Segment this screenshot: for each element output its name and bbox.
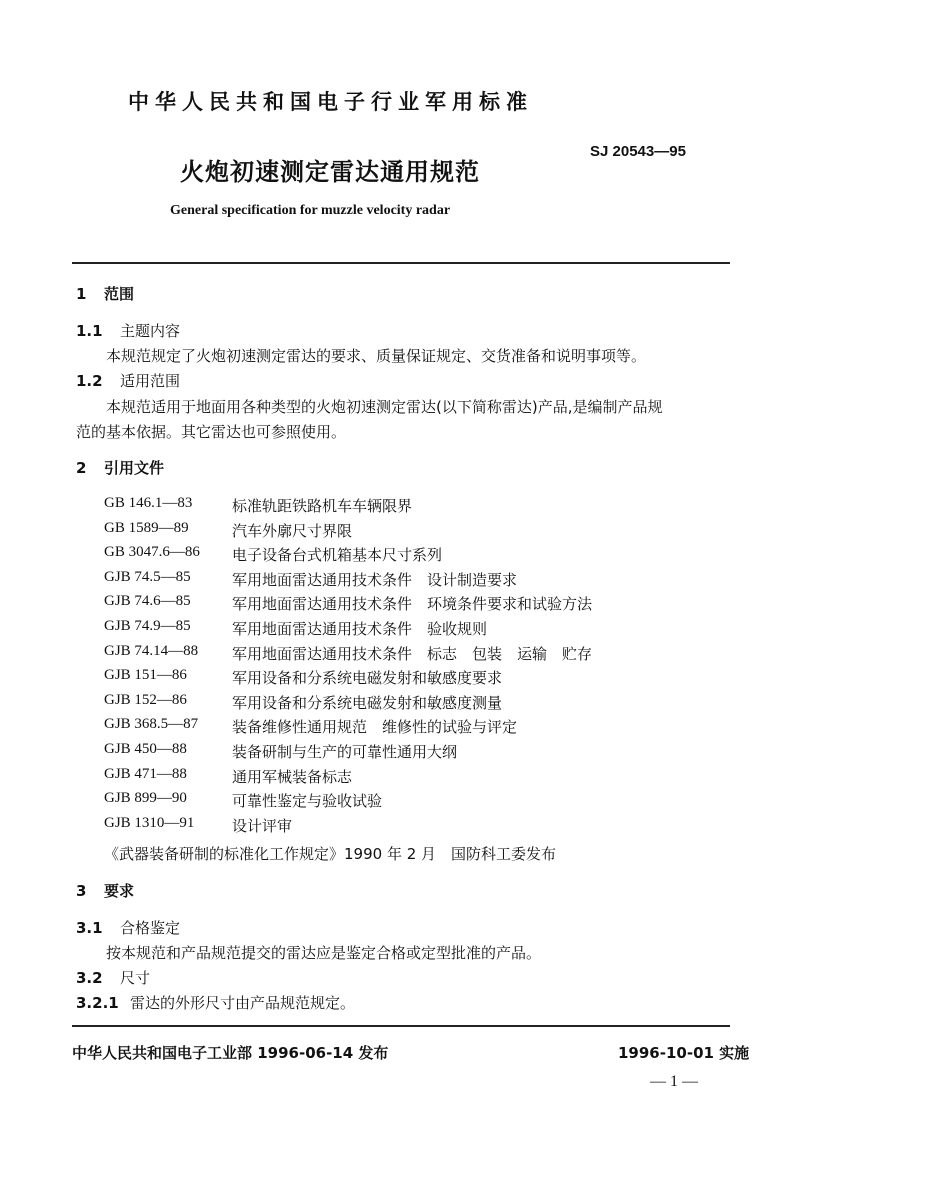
section-3-2-1-paragraph — [76, 992, 355, 1013]
reference-code: GJB 450—88 — [104, 741, 187, 757]
english-title: General specification for muzzle velocity radar — [170, 203, 451, 218]
reference-title: 标准轨距铁路机车车辆限界 — [232, 497, 413, 515]
reference-code: GJB 74.5—85 — [104, 569, 191, 585]
section-1-1-text: 本规范规定了火炮初速测定雷达的要求、质量保证规定、交货准备和说明事项等。 — [106, 347, 647, 365]
section-number: 3.2 — [76, 969, 103, 987]
reference-code: GJB 899—90 — [104, 790, 187, 806]
reference-title: 电子设备台式机箱基本尺寸系列 — [232, 546, 443, 564]
reference-title: 军用地面雷达通用技术条件 设计制造要求 — [232, 571, 518, 589]
reference-title: 装备维修性通用规范 维修性的试验与评定 — [232, 718, 518, 736]
reference-code: GJB 74.6—85 — [104, 593, 191, 609]
reference-code: GJB 471—88 — [104, 766, 187, 782]
issuing-standard-header: 中华人民共和国电子行业军用标准 — [128, 90, 533, 114]
section-title: 引用文件 — [104, 459, 165, 477]
reference-title: 军用设备和分系统电磁发射和敏感度要求 — [232, 669, 503, 687]
reference-code: GJB 74.9—85 — [104, 618, 191, 634]
top-divider — [72, 262, 730, 264]
reference-title: 通用军械装备标志 — [232, 768, 353, 786]
section-number: 3 — [76, 882, 87, 900]
section-1-heading — [76, 283, 134, 304]
standard-code: SJ 20543—95 — [590, 143, 686, 160]
page-title: 火炮初速测定雷达通用规范 — [180, 158, 480, 186]
reference-title: 装备研制与生产的可靠性通用大纲 — [232, 743, 458, 761]
reference-code: GJB 368.5—87 — [104, 716, 199, 732]
reference-code: GB 3047.6—86 — [104, 544, 200, 560]
section-3-1-text: 按本规范和产品规范提交的雷达应是鉴定合格或定型批准的产品。 — [106, 944, 542, 962]
section-number: 2 — [76, 459, 87, 477]
section-1-2-text-line1: 本规范适用于地面用各种类型的火炮初速测定雷达(以下简称雷达)产品,是编制产品规 — [106, 398, 663, 416]
page-number: — 1 — — [650, 1073, 698, 1090]
reference-note: 《武器装备研制的标准化工作规定》1990 年 2 月 国防科工委发布 — [104, 845, 557, 863]
reference-title: 军用地面雷达通用技术条件 标志 包装 运输 贮存 — [232, 645, 593, 663]
section-text: 雷达的外形尺寸由产品规范规定。 — [130, 994, 356, 1012]
reference-title: 设计评审 — [232, 817, 293, 835]
reference-code: GB 146.1—83 — [104, 495, 193, 511]
section-3-2-heading — [76, 967, 150, 988]
section-number: 3.1 — [76, 919, 103, 937]
issue-date: 中华人民共和国电子工业部 1996-06-14 发布 — [72, 1044, 389, 1062]
section-2-heading — [76, 457, 164, 478]
reference-code: GJB 74.14—88 — [104, 643, 199, 659]
reference-title: 汽车外廓尺寸界限 — [232, 522, 353, 540]
reference-title: 可靠性鉴定与验收试验 — [232, 792, 383, 810]
section-3-heading — [76, 880, 134, 901]
section-number: 1.1 — [76, 322, 103, 340]
section-number: 1.2 — [76, 372, 103, 390]
section-number: 3.2.1 — [76, 994, 119, 1012]
section-title: 主题内容 — [120, 322, 181, 340]
reference-code: GJB 151—86 — [104, 667, 187, 683]
reference-code: GJB 152—86 — [104, 692, 187, 708]
reference-title: 军用地面雷达通用技术条件 环境条件要求和试验方法 — [232, 595, 593, 613]
section-title: 尺寸 — [120, 969, 151, 987]
reference-code: GJB 1310—91 — [104, 815, 195, 831]
section-1-1-heading — [76, 320, 180, 341]
reference-title: 军用设备和分系统电磁发射和敏感度测量 — [232, 694, 503, 712]
reference-title: 军用地面雷达通用技术条件 验收规则 — [232, 620, 488, 638]
effective-date: 1996-10-01 实施 — [618, 1044, 750, 1062]
section-title: 合格鉴定 — [120, 919, 181, 937]
section-1-2-text-line2: 范的基本依据。其它雷达也可参照使用。 — [76, 423, 347, 441]
section-3-1-heading — [76, 917, 180, 938]
section-number: 1 — [76, 285, 87, 303]
section-title: 范围 — [104, 285, 135, 303]
section-title: 适用范围 — [120, 372, 181, 390]
bottom-divider — [72, 1025, 730, 1027]
reference-code: GB 1589—89 — [104, 520, 189, 536]
section-1-2-heading — [76, 370, 180, 391]
section-title: 要求 — [104, 882, 135, 900]
